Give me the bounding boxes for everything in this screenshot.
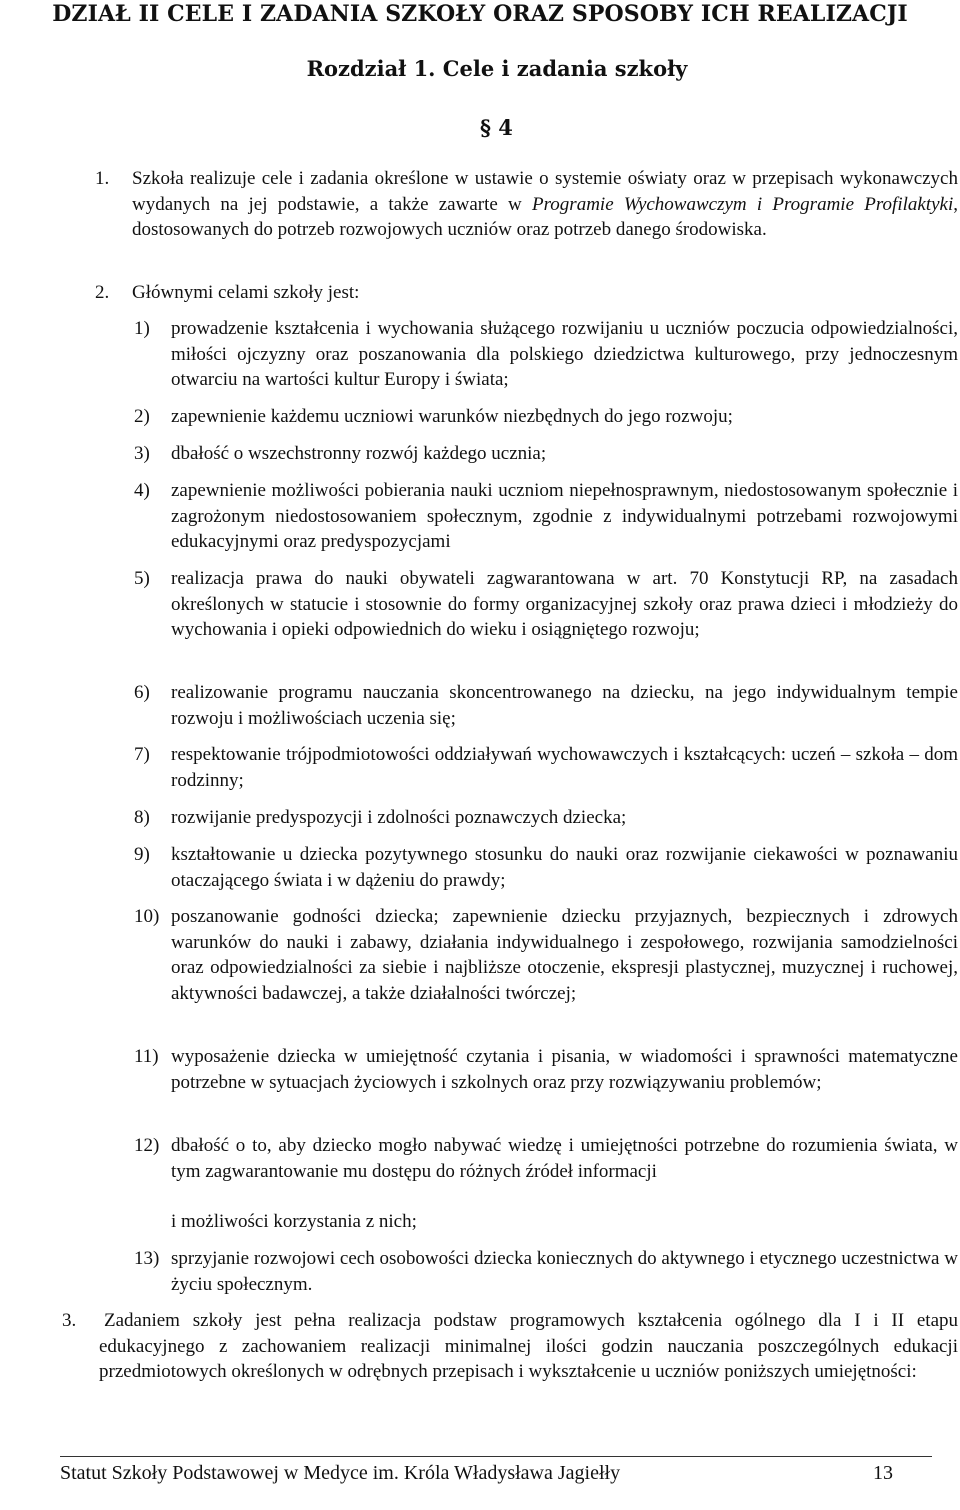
list-item-number: 1) [134,318,150,339]
footer-text: Statut Szkoły Podstawowej w Medyce im. Króla Władysława Jagiełły [60,1462,621,1484]
list-item: realizowanie programu nauczania skoncentrowanego na dziecku, na jego indywidualnym tempie rozwoju i możliwościach uczenia się; [171,682,958,729]
list-item-number: 9) [134,844,150,865]
list-item: sprzyjanie rozwojowi cech osobowości dziecka koniecznych do aktywnego i etycznego uczestnictwa w życiu społecznym. [171,1248,958,1295]
list-item-number: 5) [134,568,150,589]
list-item: dbałość o wszechstronny rozwój każdego ucznia; [171,443,547,464]
list-item: kształtowanie u dziecka pozytywnego stosunku do nauki oraz rozwijanie ciekawości w poznawaniu otaczającego świata i w dążeniu do prawdy; [171,844,958,891]
list-item: poszanowanie godności dziecka; zapewnienie dziecku przyjaznych, bezpiecznych i zdrowych warunków do nauki i zabawy, działania indywidualnego i zespołowego, rozwijania samodzielności oraz odpowiedzialności za siebie i najbliższe otoczenie, ekspresji plastycznej, muzycznej i ruchowej, aktywności badawczej, a także działalności twórczej; [171,906,958,1004]
list-item-number: 2) [134,406,150,427]
paragraph-2-number: 2. [95,282,110,303]
list-item-number: 10) [134,906,160,927]
page-number: 13 [873,1462,893,1484]
paragraph-1-text-italic: Programie Wychowawczym i Programie Profilaktyki [532,193,954,215]
paragraph-1-text-b: , dostosowanych do potrzeb rozwojowych uczniów oraz potrzeb danego środowiska. [132,193,958,240]
list-item: wyposażenie dziecka w umiejętność czytania i pisania, w wiadomości i sprawności matematyczne potrzebne w sytuacjach życiowych i szkolnych oraz przy rozwiązywaniu problemów; [171,1046,958,1093]
paragraph-3-number: 3. [62,1310,77,1331]
paragraph-2-intro: Głównymi celami szkoły jest: [132,282,360,303]
list-item: realizacja prawa do nauki obywateli zagwarantowana w art. 70 Konstytucji RP, na zasadach określonych w statucie i stosownie do formy organizacyjnej szkoły oraz prawa dzieci i młodzieży do wychowania i opieki odpowiednich do wieku i osiągniętego rozwoju; [171,568,958,640]
list-item-number: 8) [134,807,150,828]
footer-rule [60,1456,932,1457]
paragraph-sign: § 4 [480,115,513,140]
list-item-number: 7) [134,744,150,765]
paragraph-1-text-a: Szkoła realizuje cele i zadania określone w ustawie o systemie oświaty oraz w przepisach wykonawczych wydanych na jej podstawie, a także zawarte w [132,168,958,215]
section-title: DZIAŁ II CELE I ZADANIA SZKOŁY ORAZ SPOSOBY ICH REALIZACJI [52,1,908,27]
list-item-number: 6) [134,682,150,703]
paragraph-1 [132,166,958,243]
list-item: rozwijanie predyspozycji i zdolności poznawczych dziecka; [171,807,627,828]
list-item-number: 12) [134,1135,160,1156]
list-item-number: 13) [134,1248,160,1269]
list-item: zapewnienie każdemu uczniowi warunków niezbędnych do jego rozwoju; [171,406,733,427]
list-item-number: 11) [134,1046,159,1067]
chapter-title: Rozdział 1. Cele i zadania szkoły [306,56,688,81]
list-item: prowadzenie kształcenia i wychowania służącego rozwijaniu u uczniów poczucia odpowiedzialności, miłości ojczyzny oraz poszanowania dla polskiego dziedzictwa kulturowego, przy jednoczesnym otwarciu na wartości kultur Europy i świata; [171,318,958,390]
list-item: dbałość o to, aby dziecko mogło nabywać wiedzę i umiejętności potrzebne do rozumienia świata, w tym zagwarantowanie mu dostępu do różnych źródeł informacji [171,1135,958,1182]
list-item-continuation: i możliwości korzystania z nich; [171,1211,417,1232]
list-item-number: 4) [134,480,150,501]
list-item-number: 3) [134,443,150,464]
paragraph-3: Zadaniem szkoły jest pełna realizacja podstaw programowych kształcenia ogólnego dla I i II etapu edukacyjnego z zachowaniem realizacji minimalnej ilości godzin nauczania poszczególnych edukacji przedmiotowych określonych w odrębnych przepisach i wykształcenie u uczniów poniższych umiejętności: [99,1310,958,1382]
list-item: respektowanie trójpodmiotowości oddziaływań wychowawczych i kształcących: uczeń – szkoła – dom rodzinny; [171,744,958,791]
list-item: zapewnienie możliwości pobierania nauki uczniom niepełnosprawnym, niedostosowanym społecznie i zagrożonym niedostosowaniem społecznym, zgodnie z indywidualnymi potrzebami rozwojowymi edukacyjnymi oraz predyspozycjami [171,480,958,552]
paragraph-1-number: 1. [95,168,110,189]
